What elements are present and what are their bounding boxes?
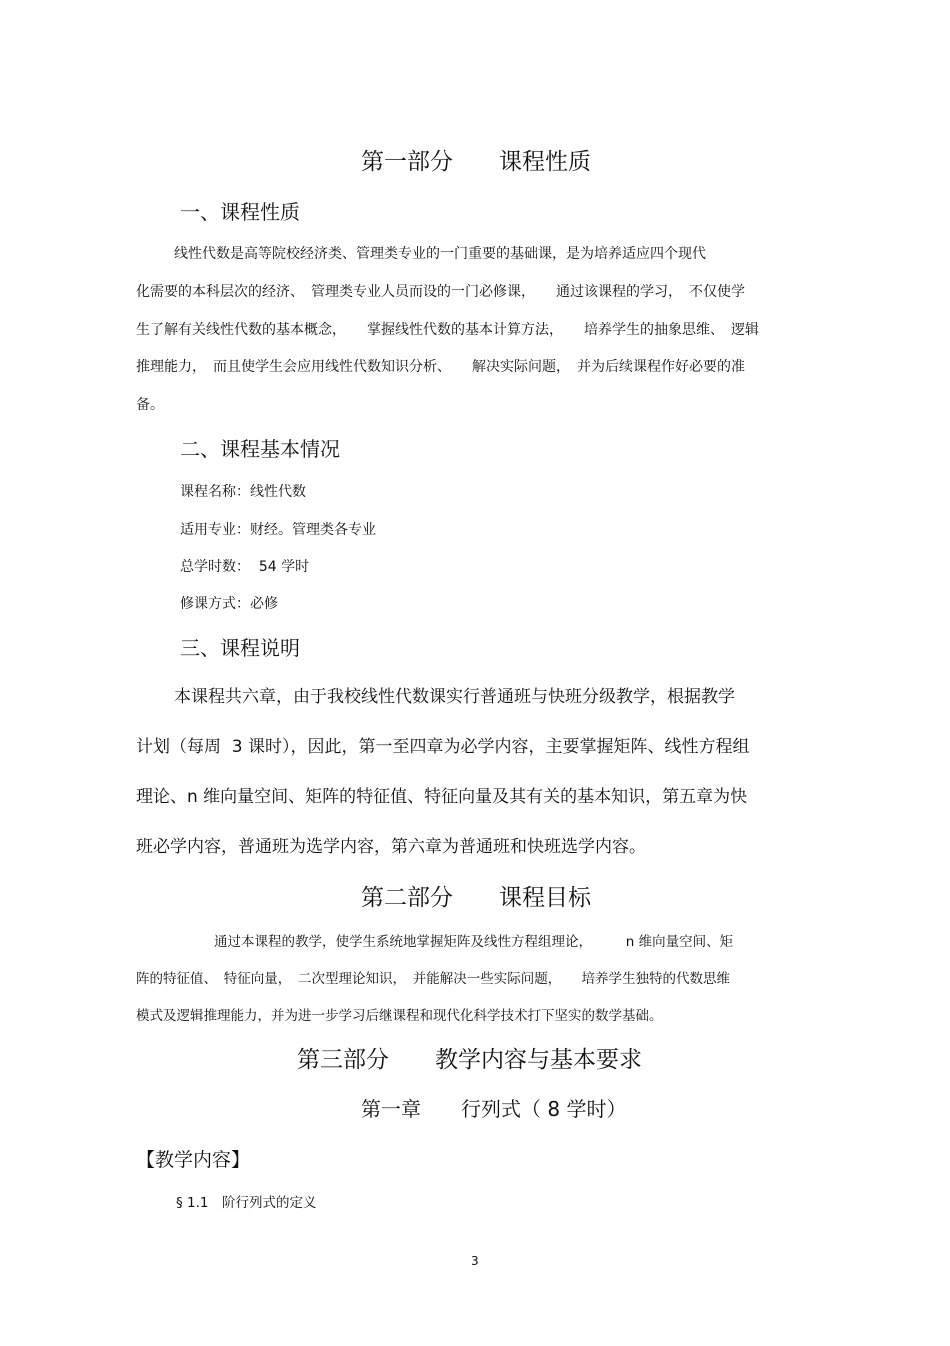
chapter1-title: 第一章 行列式（ 8 学时） (361, 1097, 627, 1121)
sec1-line-2: 化需要的本科层次的经济、 管理类专业人员而设的一门必修课， 通过该课程的学习， 不仅使学 (136, 284, 745, 300)
part2-line-1: 通过本课程的教学，使学生系统地掌握矩阵及线性方程组理论， n 维向量空间、矩 (214, 934, 734, 950)
sec1-line-4: 推理能力， 而且使学生会应用线性代数知识分析、 解决实际问题， 并为后续课程作好必要的准 (136, 359, 745, 375)
sec2-item-mode: 修课方式：必修 (180, 596, 278, 612)
sec3-line-3: 理论、n 维向量空间、矩阵的特征值、特征向量及其有关的基本知识，第五章为快 (136, 787, 748, 807)
sec2-item-name: 课程名称：线性代数 (180, 484, 306, 500)
part2-line-3: 模式及逻辑推理能力，并为进一步学习后继课程和现代化科学技术打下坚实的数学基础。 (136, 1008, 663, 1024)
teaching-content-label: 【教学内容】 (136, 1149, 251, 1171)
sec1-heading: 一、课程性质 (180, 200, 300, 224)
sec2-heading: 二、课程基本情况 (180, 437, 340, 461)
sec3-line-4: 班必学内容，普通班为选学内容，第六章为普通班和快班选学内容。 (136, 837, 646, 857)
part2-title: 第二部分 课程目标 (361, 885, 591, 911)
part3-title: 第三部分 教学内容与基本要求 (297, 1047, 642, 1073)
part1-title: 第一部分 课程性质 (361, 149, 591, 175)
sec3-heading: 三、课程说明 (180, 636, 300, 660)
sec3-line-1: 本课程共六章，由于我校线性代数课实行普通班与快班分级教学，根据教学 (174, 687, 735, 707)
part2-line-2: 阵的特征值、 特征向量， 二次型理论知识， 并能解决一些实际问题， 培养学生独特的代数思维 (136, 971, 730, 987)
sec2-item-hours: 总学时数： 54 学时 (180, 559, 310, 575)
section-1-1: § 1.1 阶行列式的定义 (176, 1195, 317, 1211)
sec2-item-major: 适用专业：财经。管理类各专业 (180, 522, 376, 538)
sec3-line-2: 计划（每周 3 课时），因此，第一至四章为必学内容，主要掌握矩阵、线性方程组 (136, 737, 750, 757)
sec1-line-3: 生了解有关线性代数的基本概念， 掌握线性代数的基本计算方法， 培养学生的抽象思维、 逻辑 (136, 322, 759, 338)
page-number: 3 (471, 1254, 479, 1268)
sec1-line-5: 备。 (136, 397, 164, 413)
sec1-line-1: 线性代数是高等院校经济类、管理类专业的一门重要的基础课，是为培养适应四个现代 (174, 246, 706, 262)
